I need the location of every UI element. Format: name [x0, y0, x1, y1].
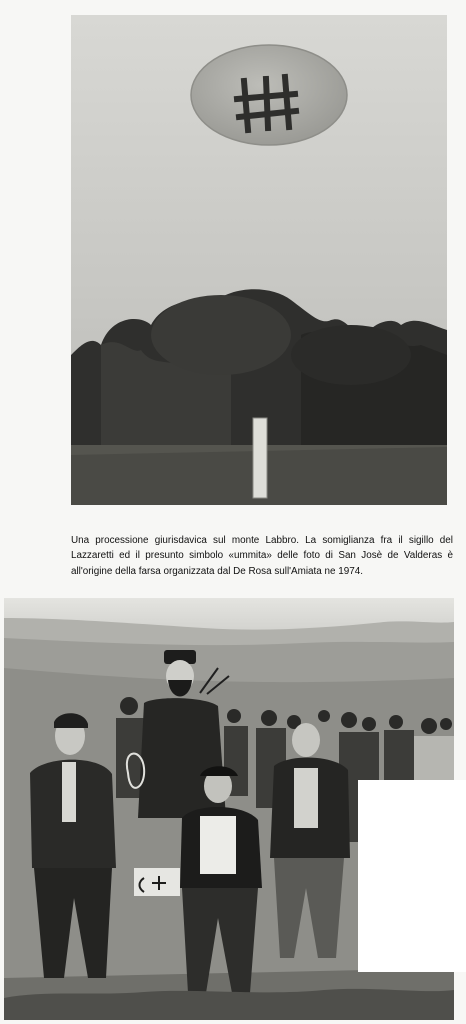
- ufo-photo-image: [71, 15, 447, 505]
- ufo-disc: [191, 45, 347, 145]
- carried-sign: [134, 868, 180, 896]
- wooden-post: [253, 418, 267, 498]
- ufo-photo: [71, 15, 447, 505]
- blank-patch: [358, 780, 466, 972]
- photo-caption: Una processione giurisdavica sul monte Labbro. La somiglianza fra il sigillo del Lazzaretti ed il presunto simbolo «ummita» delle foto di San Josè de Valderas è all'origine della farsa organizzata dal De Rosa sull'Amiata ne 1974.: [71, 535, 453, 577]
- ummo-symbol-icon: [237, 77, 296, 130]
